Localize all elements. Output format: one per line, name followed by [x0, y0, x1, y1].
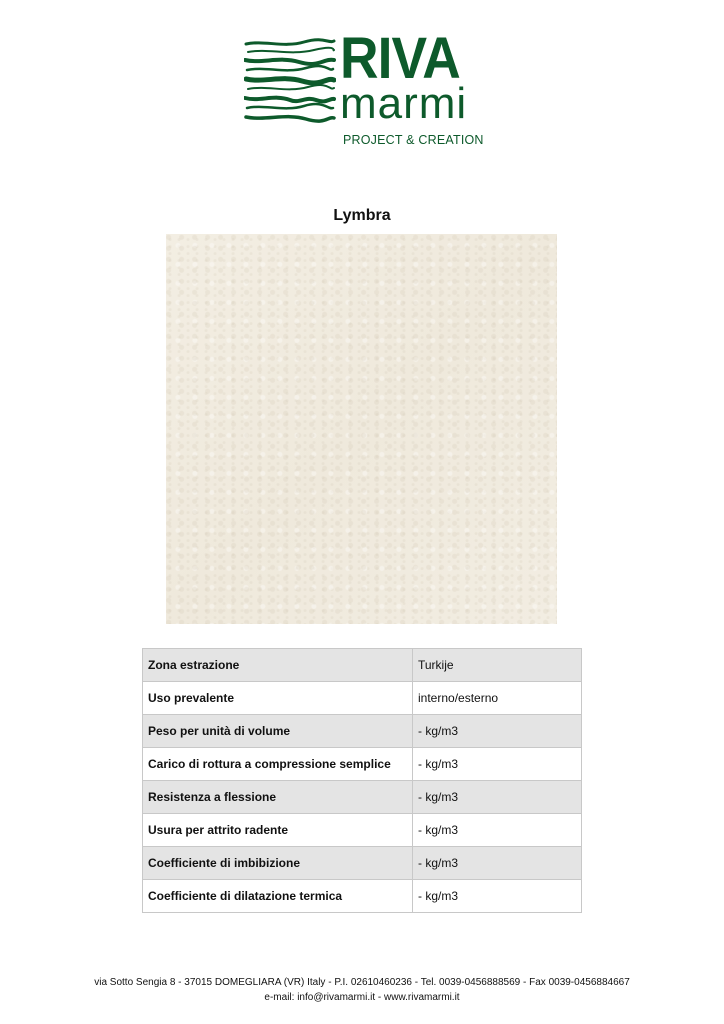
footer-address: via Sotto Sengia 8 - 37015 DOMEGLIARA (VR) Italy - P.I. 02610460236 - Tel. 0039-0456888569 - Fax 0039-0456884667 — [94, 977, 630, 988]
company-logo — [244, 26, 484, 150]
spec-value: - kg/m3 — [413, 748, 582, 781]
table-row — [143, 781, 582, 814]
brand-name: RIVA — [340, 26, 460, 91]
spec-label: Uso prevalente — [143, 682, 413, 715]
spec-label: Usura per attrito radente — [143, 814, 413, 847]
brand-tagline: PROJECT & CREATION — [343, 133, 484, 147]
spec-value: - kg/m3 — [413, 781, 582, 814]
spec-value: Turkije — [413, 649, 582, 682]
table-row — [143, 649, 582, 682]
table-row — [143, 748, 582, 781]
marble-swatch-image — [166, 234, 557, 624]
table-row — [143, 880, 582, 913]
specs-table — [142, 648, 582, 913]
marble-veins-logo-icon — [244, 38, 336, 126]
spec-value: - kg/m3 — [413, 715, 582, 748]
brand-subname: marmi — [340, 79, 468, 128]
spec-value: - kg/m3 — [413, 880, 582, 913]
spec-label: Resistenza a flessione — [143, 781, 413, 814]
spec-label: Coefficiente di dilatazione termica — [143, 880, 413, 913]
footer-contact: e-mail: info@rivamarmi.it - www.rivamarmi.it — [264, 992, 460, 1003]
spec-label: Carico di rottura a compressione semplice — [143, 748, 413, 781]
product-title: Lymbra — [333, 207, 391, 224]
table-row — [143, 847, 582, 880]
spec-label: Peso per unità di volume — [143, 715, 413, 748]
spec-label: Zona estrazione — [143, 649, 413, 682]
table-row — [143, 814, 582, 847]
spec-value: - kg/m3 — [413, 814, 582, 847]
spec-value: interno/esterno — [413, 682, 582, 715]
spec-label: Coefficiente di imbibizione — [143, 847, 413, 880]
table-row — [143, 682, 582, 715]
table-row — [143, 715, 582, 748]
page-footer — [0, 975, 724, 1005]
spec-value: - kg/m3 — [413, 847, 582, 880]
